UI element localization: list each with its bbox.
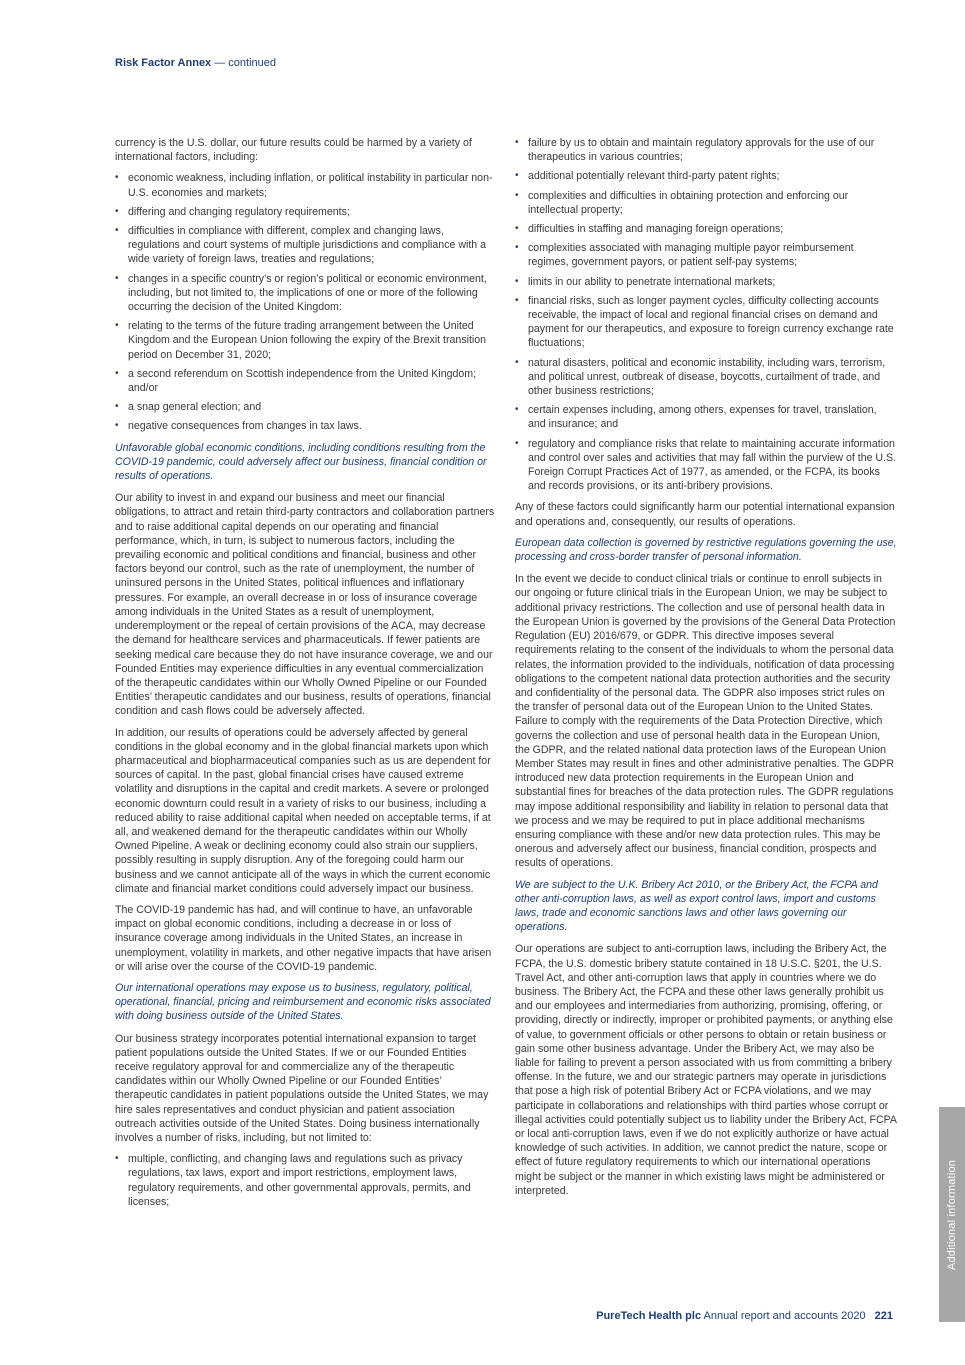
list-item: • relating to the terms of the future trading arrangement between the United Kingdom and the European Union following the expiry of the Brexit transition period on December 31, 2020;	[115, 320, 487, 361]
bullet-icon: •	[515, 356, 519, 368]
running-header	[115, 57, 276, 69]
bullet-icon: •	[115, 272, 119, 284]
bullet-list	[115, 1152, 495, 1209]
bullet-icon: •	[115, 401, 119, 413]
page-number: 221	[874, 1310, 893, 1322]
bullet-icon: •	[515, 404, 519, 416]
list-item: • financial risks, such as longer payment cycles, difficulty collecting accounts receivable, the impact of local and regional financial crises on demand and payment for our therapeutics, and exposure to foreign currency exchange rate fluctuations;	[515, 294, 894, 350]
section-heading: Our international operations may expose us to business, regulatory, political, operational, financial, pricing and reimbursement and economic risks associated with doing business outside of the United States.	[115, 981, 491, 1023]
list-item: • difficulties in compliance with different, complex and changing laws, regulations and court systems of multiple jurisdictions and compliance with a wide variety of foreign laws, treaties and regulations;	[115, 225, 487, 266]
bullet-icon: •	[115, 367, 119, 379]
bullet-list	[115, 171, 495, 433]
bullet-icon: •	[515, 137, 519, 148]
left-column	[115, 136, 495, 1216]
section-title: Risk Factor Annex	[115, 57, 212, 69]
list-item: • limits in our ability to penetrate international markets;	[515, 275, 776, 288]
section-continued: — continued	[214, 57, 277, 69]
bullet-list	[515, 136, 897, 493]
list-item: • natural disasters, political and economic instability, including wars, terrorism, and political unrest, outbreak of disease, boycotts, curtailment of trade, and other business restrictions;	[515, 356, 886, 398]
paragraph: Our business strategy incorporates potential international expansion to target patient populations outside the United States. If we or our Founded Entities receive regulatory approval for and commercialize any of the therapeutic candidates within our Wholly Owned Pipeline or our Founded Entities’ therapeutic candidates in patient populations outside the United States, we may hire sales representatives and conduct physician and patient association outreach activities outside of the United States. Doing business internationally involves a number of risks, including, but not limited to:	[115, 1032, 489, 1144]
list-item: • certain expenses including, among others, expenses for travel, translation, and insurance; and	[515, 404, 877, 431]
paragraph: The COVID-19 pandemic has had, and will continue to have, an unfavorable impact on global economic conditions, including a decrease in or loss of insurance coverage among individuals in the United States, an increase in unemployment, volatility in markets, and other negative impacts that have arisen or will arise over the course of the COVID-19 pandemic.	[115, 903, 492, 973]
paragraph: Our operations are subject to anti-corruption laws, including the Bribery Act, the FCPA, the U.S. domestic bribery statute contained in 18 U.S.C. §201, the U.S. Travel Act, and other anti-corruption laws that apply in countries where we do business. The Bribery Act, the FCPA and these other laws generally prohibit us and our employees and intermediaries from authorizing, promising, offering, or providing, directly or indirectly, improper or prohibited payments, or anything else of value, to government officials or other persons to obtain or retain business or gain some other business advantage. Under the Bribery Act, we may also be liable for failing to prevent a person associated with us from committing a bribery offense. In the future, we and our strategic partners may operate in jurisdictions that pose a high risk of potential Bribery Act or FCPA violations, and we may participate in collaborations and relationships with third parties whose corrupt or illegal activities could potentially subject us to liability under the Bribery Act, FCPA or local anti-corruption laws, even if we do not explicitly authorize or have actual knowledge of such activities. In addition, we cannot predict the nature, scope or effect of future regulatory requirements to which our international operations might be subject or the manner in which existing laws might be administered or interpreted.	[515, 943, 897, 1197]
list-item: • multiple, conflicting, and changing laws and regulations such as privacy regulations, tax laws, export and import restrictions, employment laws, regulatory requirements, and other governmental approvals, permits, and licenses;	[115, 1153, 471, 1208]
bullet-icon: •	[515, 223, 519, 235]
section-side-tab	[939, 1107, 965, 1322]
bullet-icon: •	[115, 172, 119, 184]
page-footer	[596, 1310, 893, 1322]
right-column	[515, 136, 897, 1205]
section-heading: Unfavorable global economic conditions, including conditions resulting from the COVID-19 pandemic, could adversely affect our business, financial condition or results of operations.	[115, 441, 487, 483]
bullet-icon: •	[515, 437, 519, 449]
bullet-icon: •	[515, 189, 519, 201]
paragraph: In the event we decide to conduct clinical trials or continue to enroll subjects in our ongoing or future clinical trials in the European Union, we may be subject to additional privacy restrictions. The collection and use of personal health data in the European Union is governed by the provisions of the General Data Protection Regulation (EU) 2016/679, or GDPR. This directive imposes several requirements relating to the consent of the individuals to whom the personal data relates, the information provided to the individuals, notification of data processing obligations to the competent national data protection authorities and the security and confidentiality of the personal data. The GDPR also imposes strict rules on the transfer of personal data out of the European Union to the United States. Failure to comply with the requirements of the Data Protection Directive, which governs the collection and use of personal health data in the European Union, the GDPR, and the related national data protection laws of the European Union Member States may result in fines and other administrative penalties. The GDPR introduced new data protection requirements in the European Union and substantial fines for breaches of the data protection rules. The GDPR regulations may impose additional responsibility and liability in relation to personal data that we process and we may be required to put in place additional mechanisms ensuring compliance with these and/or new data protection rules. This may be onerous and adversely affect our business, financial condition, prospects and results of operations.	[515, 573, 896, 870]
bullet-icon: •	[115, 420, 119, 432]
paragraph: currency is the U.S. dollar, our future results could be harmed by a variety of international factors, including:	[115, 137, 472, 164]
bullet-icon: •	[115, 225, 119, 237]
bullet-icon: •	[115, 1153, 119, 1165]
bullet-icon: •	[515, 242, 519, 254]
list-item: • complexities associated with managing multiple payor reimbursement regimes, government payors, or patient self-pay systems;	[515, 242, 854, 269]
footer-report-title: Annual report and accounts 2020	[703, 1310, 866, 1322]
list-item: • negative consequences from changes in tax laws.	[115, 420, 362, 433]
paragraph: In addition, our results of operations could be adversely affected by general conditions in the global economy and in the global financial markets upon which pharmaceutical and biopharmaceutical companies such as us are dependent for sources of capital. In the past, global financial crises have caused extreme volatility and disruptions in the capital and credit markets. A severe or prolonged economic downturn could result in a variety of risks to our business, including a reduced ability to raise additional capital when needed on acceptable terms, if at all, and weakened demand for the therapeutic candidates within our Wholly Owned Pipeline. A weak or declining economy could also strain our suppliers, possibly resulting in supply disruption. Any of the foregoing could harm our business and we cannot anticipate all of the ways in which the current economic climate and financial market conditions could adversely impact our business.	[115, 726, 491, 895]
list-item: • complexities and difficulties in obtaining protection and enforcing our intellectual property;	[515, 189, 849, 216]
bullet-icon: •	[515, 170, 519, 182]
list-item: • additional potentially relevant third-party patent rights;	[515, 170, 780, 183]
bullet-icon: •	[115, 205, 119, 217]
list-item: • a snap general election; and	[115, 401, 262, 414]
list-item: • a second referendum on Scottish independence from the United Kingdom; and/or	[115, 367, 477, 395]
bullet-icon: •	[515, 294, 519, 306]
section-heading: European data collection is governed by restrictive regulations governing the use, processing and cross-border transfer of personal information.	[515, 536, 897, 564]
bullet-icon: •	[115, 320, 119, 332]
footer-brand: PureTech Health plc	[596, 1310, 702, 1322]
paragraph: Any of these factors could significantly harm our potential international expansion and operations and, consequently, our results of operations.	[515, 501, 895, 528]
section-heading: We are subject to the U.K. Bribery Act 2010, or the Bribery Act, the FCPA and other anti-corruption laws, as well as export control laws, import and customs laws, trade and economic sanctions laws and other laws governing our operations.	[515, 878, 878, 934]
paragraph: Our ability to invest in and expand our business and meet our financial obligations, to attract and retain third-party contractors and collaboration partners and to raise additional capital depends on our operating and financial performance, which, in turn, is subject to numerous factors, including the prevailing economic and political conditions and financial, business and other factors beyond our control, such as the rate of unemployment, the number of uninsured persons in the United States, political influences and inflationary pressures. For example, an overall decrease in or loss of insurance coverage among individuals in the United States as a result of unemployment, underemployment or the repeal of certain provisions of the ACA, may decrease the demand for healthcare services and pharmaceuticals. If fewer patients are seeking medical care because they do not have insurance coverage, we and our Founded Entities may experience difficulties in any eventual commercialization of the therapeutic candidates within our Wholly Owned Pipeline or our Founded Entities’ therapeutic candidates and our business, results of operations, financial condition and cash flows could be adversely affected.	[115, 492, 495, 718]
list-item: • differing and changing regulatory requirements;	[115, 205, 350, 218]
bullet-icon: •	[515, 275, 519, 287]
list-item: • failure by us to obtain and maintain regulatory approvals for the use of our therapeutics in various countries;	[515, 137, 875, 164]
list-item: • changes in a specific country’s or region’s political or economic environment, including, but not limited to, the implications of one or more of the following occurring the decision of the United Kingdom:	[115, 272, 487, 314]
list-item: • regulatory and compliance risks that relate to maintaining accurate information and control over sales and activities that may fall within the purview of the U.S. Foreign Corrupt Practices Act of 1977, as amended, or the FCPA, its books and records provisions, or its anti-bribery provisions.	[515, 437, 897, 493]
list-item: • economic weakness, including inflation, or political instability in particular non-U.S. economies and markets;	[115, 172, 493, 199]
side-tab-label: Additional information	[946, 1159, 958, 1270]
list-item: • difficulties in staffing and managing foreign operations;	[515, 223, 784, 236]
